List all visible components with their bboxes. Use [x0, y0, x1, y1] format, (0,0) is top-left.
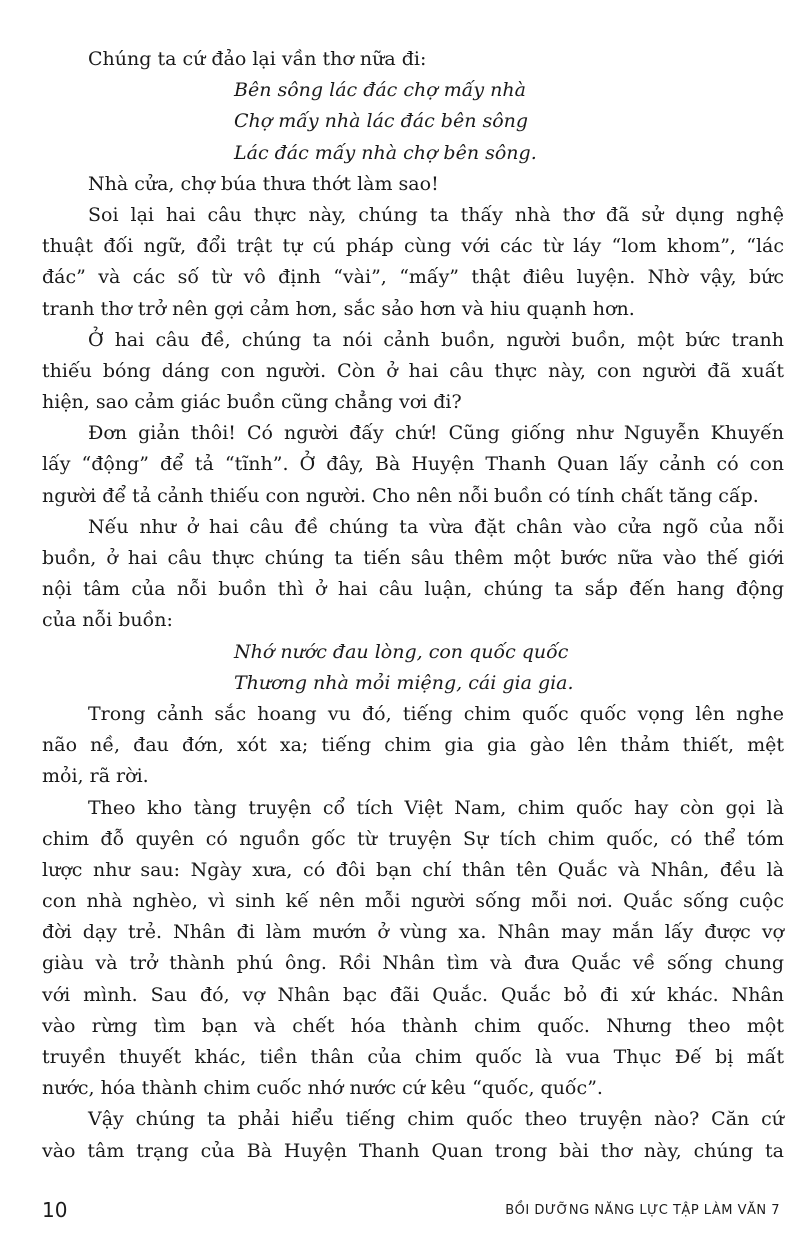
text-line: buồn, ở hai câu thực chúng ta tiến sâu thêm một bước nữa vào thế giới	[42, 547, 784, 569]
paragraph	[42, 1104, 784, 1166]
text-line: Nếu như ở hai câu đề chúng ta vừa đặt chân vào cửa ngõ của nỗi	[88, 515, 784, 538]
paragraph	[42, 793, 784, 1105]
paragraph	[42, 512, 784, 637]
verse-block	[88, 637, 784, 699]
running-title: BỒI DƯỠNG NĂNG LỰC TẬP LÀM VĂN 7	[505, 1203, 780, 1218]
text-line: vào tâm trạng của Bà Huyện Thanh Quan trong bài thơ này, chúng ta	[42, 1139, 784, 1162]
text-line: Chúng ta cứ đảo lại vần thơ nữa đi:	[88, 48, 427, 70]
text-line: hiện, sao cảm giác buồn cũng chẳng vơi đi?	[42, 391, 462, 414]
text-line: nội tâm của nỗi buồn thì ở hai câu luận, chúng ta sắp đến hang động	[42, 578, 784, 601]
text-line: lấy “động” để tả “tĩnh”. Ở đây, Bà Huyện Thanh Quan lấy cảnh có con	[42, 453, 784, 476]
paragraph	[88, 169, 784, 200]
text-line: con nhà nghèo, vì sinh kế nên mỗi người sống mỗi nơi. Quắc sống cuộc	[42, 890, 784, 913]
text-line: tranh thơ trở nên gợi cảm hơn, sắc sảo hơn và hiu quạnh hơn.	[42, 297, 635, 320]
verse-line: Nhớ nước đau lòng, con quốc quốc	[234, 640, 569, 663]
text-line: Vậy chúng ta phải hiểu tiếng chim quốc theo truyện nào? Căn cứ	[88, 1108, 784, 1131]
text-line: Nhà cửa, chợ búa thưa thớt làm sao!	[88, 172, 439, 195]
paragraph	[42, 325, 784, 419]
text-line: thuật đối ngữ, đổi trật tự cú pháp cùng với các từ láy “lom khom”, “lác	[42, 235, 784, 258]
verse-line: Lác đác mấy nhà chợ bên sông.	[234, 141, 537, 164]
text-line: thiếu bóng dáng con người. Còn ở hai câu thực này, con người đã xuất	[42, 359, 784, 382]
body-text	[42, 44, 784, 1167]
verse-line: Chợ mấy nhà lác đác bên sông	[234, 110, 529, 133]
text-line: Soi lại hai câu thực này, chúng ta thấy nhà thơ đã sử dụng nghệ	[88, 203, 784, 226]
paragraph	[42, 418, 784, 512]
page-footer	[42, 1197, 780, 1223]
text-line: não nề, đau đớn, xót xa; tiếng chim gia gia gào lên thảm thiết, mệt	[42, 734, 784, 757]
text-line: vào rừng tìm bạn và chết hóa thành chim quốc. Nhưng theo một	[42, 1014, 784, 1037]
text-line: Theo kho tàng truyện cổ tích Việt Nam, chim quốc hay còn gọi là	[88, 796, 784, 819]
text-line: của nỗi buồn:	[42, 609, 173, 632]
text-line: Đơn giản thôi! Có người đấy chứ! Cũng giống như Nguyễn Khuyến	[88, 422, 784, 445]
verse-line: Thương nhà mỏi miệng, cái gia gia.	[234, 671, 574, 694]
text-line: người để tả cảnh thiếu con người. Cho nên nỗi buồn có tính chất tăng cấp.	[42, 484, 759, 507]
text-line: giàu và trở thành phú ông. Rồi Nhân tìm và đưa Quắc về sống chung	[42, 952, 784, 975]
text-line: đác” và các số từ vô định “vài”, “mấy” thật điêu luyện. Nhờ vậy, bức	[42, 266, 784, 289]
paragraph	[42, 200, 784, 325]
text-line: với mình. Sau đó, vợ Nhân bạc đãi Quắc. Quắc bỏ đi xứ khác. Nhân	[42, 983, 784, 1006]
text-line: mỏi, rã rời.	[42, 765, 149, 788]
verse-block	[88, 75, 784, 169]
text-line: chim đỗ quyên có nguồn gốc từ truyện Sự tích chim quốc, có thể tóm	[42, 827, 784, 850]
text-line: nước, hóa thành chim cuốc nhớ nước cứ kêu “quốc, quốc”.	[42, 1077, 603, 1100]
text-line: lược như sau: Ngày xưa, có đôi bạn chí thân tên Quắc và Nhân, đều là	[42, 858, 784, 881]
paragraph	[42, 699, 784, 793]
text-line: đời dạy trẻ. Nhân đi làm mướn ở vùng xa. Nhân may mắn lấy được vợ	[42, 921, 784, 944]
text-line: truyền thuyết khác, tiền thân của chim quốc là vua Thục Đế bị mất	[42, 1046, 784, 1068]
text-line: Trong cảnh sắc hoang vu đó, tiếng chim quốc quốc vọng lên nghe	[88, 702, 784, 725]
page-number: 10	[42, 1198, 68, 1222]
verse-line: Bên sông lác đác chợ mấy nhà	[234, 79, 526, 102]
paragraph	[88, 44, 784, 75]
text-line: Ở hai câu đề, chúng ta nói cảnh buồn, người buồn, một bức tranh	[88, 328, 784, 351]
